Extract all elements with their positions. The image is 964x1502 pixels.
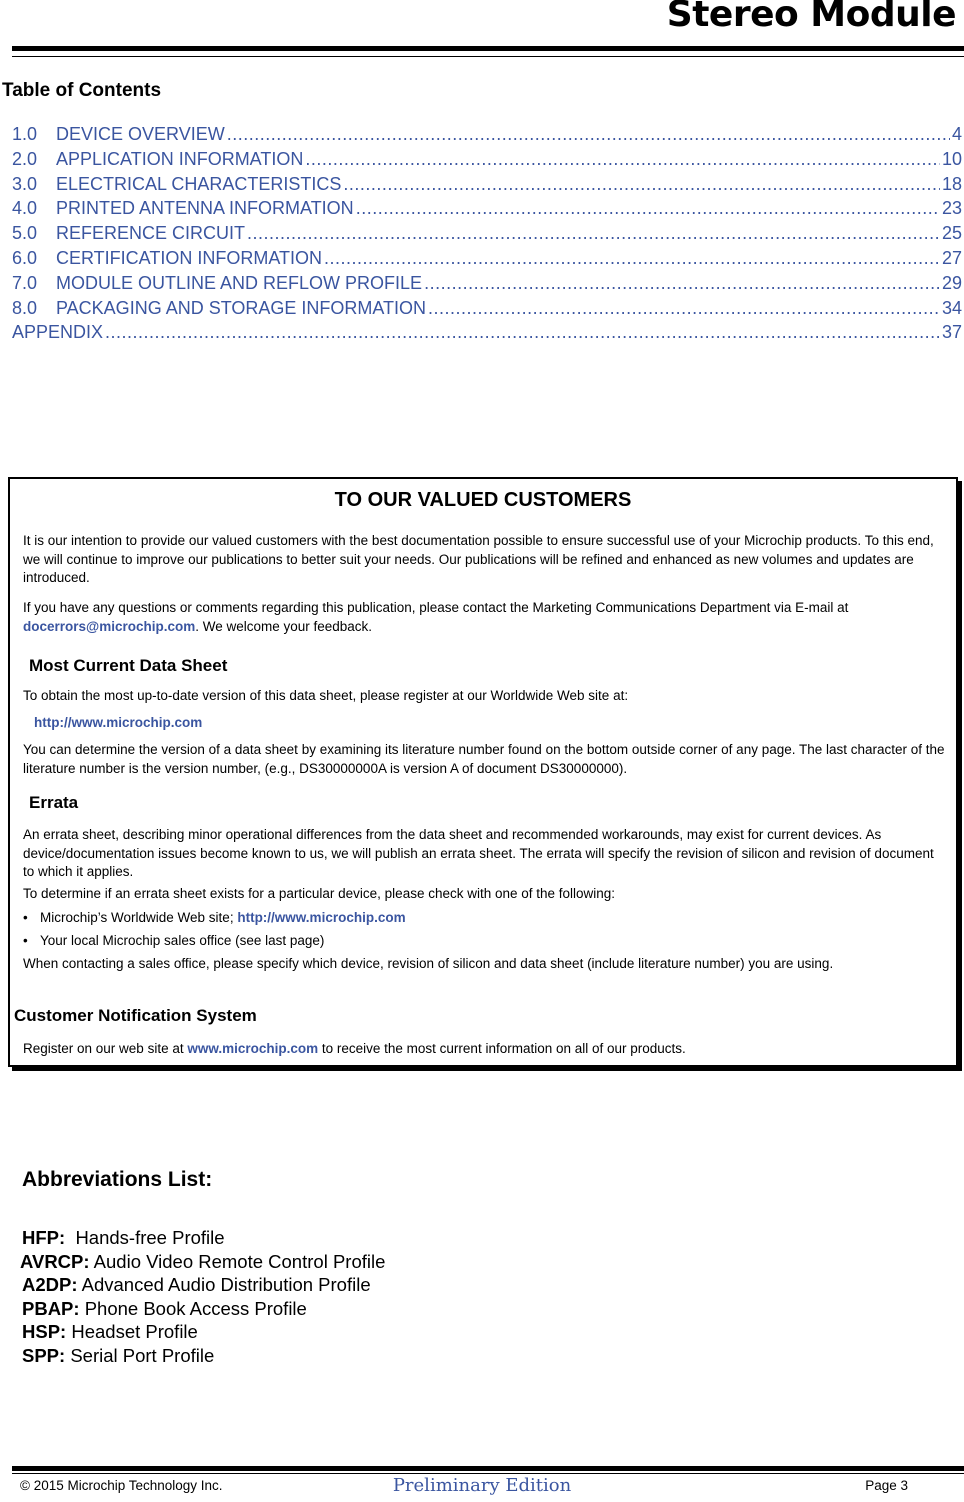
abbreviation-value: Headset Profile bbox=[66, 1321, 198, 1343]
list-item bbox=[22, 1320, 385, 1344]
abbreviation-key: HSP: bbox=[22, 1321, 67, 1343]
toc-entry-title[interactable]: REFERENCE CIRCUIT bbox=[56, 223, 246, 244]
toc-entry-number: 7.0 bbox=[12, 272, 38, 293]
toc-entry-number: 3.0 bbox=[12, 173, 38, 194]
errata-check-paragraph: To determine if an errata sheet exists for a particular device, please check with one of the following: bbox=[23, 886, 616, 901]
toc-leader-dots bbox=[105, 322, 940, 343]
toc-entry-page[interactable]: 18 bbox=[941, 173, 962, 194]
toc-entry-title[interactable]: ELECTRICAL CHARACTERISTICS bbox=[56, 173, 342, 194]
toc-entry-number: 6.0 bbox=[12, 247, 38, 268]
toc-entry-page[interactable]: 25 bbox=[941, 223, 962, 244]
notice-title: TO OUR VALUED CUSTOMERS bbox=[334, 489, 632, 511]
abbreviation-value: Serial Port Profile bbox=[65, 1344, 215, 1366]
toc-leader-dots bbox=[324, 248, 940, 269]
toc-entry-number: 2.0 bbox=[12, 148, 38, 169]
footer-copyright: © 2015 Microchip Technology Inc. bbox=[20, 1478, 223, 1493]
toc-entry-page[interactable]: 27 bbox=[941, 247, 962, 268]
toc-leader-dots bbox=[428, 298, 940, 319]
microchip-url-link[interactable]: http://www.microchip.com bbox=[34, 715, 203, 730]
toc-entry-title[interactable]: DEVICE OVERVIEW bbox=[56, 124, 225, 144]
toc-leader-dots bbox=[305, 149, 940, 170]
footer-rule-thin bbox=[12, 1473, 964, 1474]
cns-text: Register on our web site at bbox=[23, 1041, 188, 1056]
document-title: Stereo Module bbox=[666, 0, 956, 35]
microchip-url-link[interactable]: http://www.microchip.com bbox=[237, 910, 406, 925]
list-item: • Your local Microchip sales office (see last page) bbox=[23, 933, 325, 948]
footer-rule-thick bbox=[12, 1466, 964, 1471]
toc-entry[interactable] bbox=[12, 273, 962, 298]
abbreviations-list bbox=[22, 1226, 385, 1368]
toc-entry-number: 5.0 bbox=[12, 223, 38, 244]
current-url bbox=[34, 714, 949, 733]
cns-text-end: to receive the most current information on all of our products. bbox=[318, 1041, 686, 1056]
abbreviation-value: Hands-free Profile bbox=[65, 1227, 225, 1248]
header-rule-thin bbox=[12, 56, 964, 57]
toc-entry-page[interactable]: 10 bbox=[941, 148, 962, 169]
bullet-text: Microchip’s Worldwide Web site; bbox=[40, 910, 238, 925]
list-item: • Microchip’s Worldwide Web site; http://www.microchip.com bbox=[23, 910, 406, 925]
toc-leader-dots bbox=[343, 174, 940, 195]
footer-page-number: Page 3 bbox=[865, 1478, 908, 1493]
toc-leader-dots bbox=[424, 273, 940, 294]
intro-paragraph: It is our intention to provide our valued customers with the best documentation possible to ensure successful use of your Microchip products. To this end, we will continue to improve our publications to better suit your needs. Our publications will be refined and enhanced as new volumes and updates are introduced. bbox=[23, 533, 934, 585]
customer-notice-box bbox=[8, 477, 958, 1067]
toc-entry[interactable] bbox=[12, 298, 962, 323]
toc-entry[interactable] bbox=[12, 174, 962, 199]
toc-entry-title[interactable]: APPENDIX bbox=[12, 322, 104, 343]
toc-leader-dots bbox=[227, 124, 950, 145]
bullet-text: Your local Microchip sales office (see last page) bbox=[40, 933, 325, 948]
toc-leader-dots bbox=[356, 198, 940, 219]
current-paragraph: To obtain the most up-to-date version of this data sheet, please register at our Worldwide Web site at: bbox=[23, 688, 629, 703]
abbreviation-value: Audio Video Remote Control Profile bbox=[89, 1250, 386, 1272]
feedback-text: If you have any questions or comments regarding this publication, please contact the Marketing Communications Department via E-mail at bbox=[23, 600, 849, 615]
abbreviation-value: Phone Book Access Profile bbox=[79, 1297, 307, 1319]
toc-entry[interactable] bbox=[12, 149, 962, 174]
abbreviation-key: SPP: bbox=[22, 1344, 66, 1366]
toc-entry[interactable] bbox=[12, 223, 962, 248]
toc-entry[interactable] bbox=[12, 322, 962, 347]
toc-entry-page[interactable]: 37 bbox=[941, 322, 962, 343]
abbreviations-heading: Abbreviations List: bbox=[22, 1168, 213, 1191]
sales-office-paragraph: When contacting a sales office, please specify which device, revision of silicon and data sheet (include literature number) you are using. bbox=[23, 956, 834, 971]
abbreviation-key: AVRCP: bbox=[20, 1250, 90, 1272]
abbreviation-key: A2DP: bbox=[22, 1274, 78, 1296]
microchip-www-link[interactable]: www.microchip.com bbox=[187, 1041, 319, 1056]
toc-entry[interactable] bbox=[12, 198, 962, 223]
cns-paragraph bbox=[23, 1040, 938, 1059]
toc-leader-dots bbox=[247, 223, 940, 244]
header-rule-thick bbox=[12, 46, 964, 51]
list-item bbox=[22, 1297, 385, 1321]
list-item bbox=[20, 1250, 385, 1274]
abbreviation-key: PBAP: bbox=[22, 1297, 80, 1319]
feedback-text-end: . We welcome your feedback. bbox=[195, 618, 373, 634]
toc-entry-number: 4.0 bbox=[12, 198, 38, 219]
toc-heading: Table of Contents bbox=[2, 80, 162, 101]
toc-entry-title[interactable]: PRINTED ANTENNA INFORMATION bbox=[56, 198, 354, 219]
toc-entry-page[interactable]: 34 bbox=[941, 297, 962, 318]
toc-entry-number: 8.0 bbox=[12, 297, 38, 318]
abbreviation-value: Advanced Audio Distribution Profile bbox=[77, 1274, 371, 1296]
most-current-heading: Most Current Data Sheet bbox=[29, 656, 228, 675]
list-item bbox=[22, 1344, 385, 1368]
toc-entry-title[interactable]: MODULE OUTLINE AND REFLOW PROFILE bbox=[56, 272, 423, 293]
errata-paragraph: An errata sheet, describing minor operational differences from the data sheet and recommended workarounds, may exist for current devices. As device/documentation issues become known to us, we will publish an errata sheet. The errata will specify the revision of silicon and revision of document to which it applies. bbox=[23, 827, 934, 879]
toc-entry-title[interactable]: CERTIFICATION INFORMATION bbox=[56, 247, 322, 268]
list-item bbox=[22, 1226, 385, 1250]
abbreviation-key: HFP: bbox=[22, 1227, 66, 1248]
toc-entry[interactable] bbox=[12, 248, 962, 273]
footer-edition: Preliminary Edition bbox=[392, 1475, 572, 1496]
toc-entry-number: 1.0 bbox=[12, 124, 38, 144]
toc-entry-page[interactable]: 29 bbox=[941, 272, 962, 293]
docerrors-email-link[interactable]: docerrors@microchip.com bbox=[23, 618, 196, 634]
toc-entry[interactable] bbox=[12, 124, 962, 149]
errata-heading: Errata bbox=[29, 793, 79, 812]
toc-entry-page[interactable]: 4 bbox=[951, 124, 962, 144]
version-paragraph: You can determine the version of a data sheet by examining its literature number found on the bottom outside corner of any page. The last character of the literature number is the version number, (e.g., DS30000000A is version A of document DS30000000). bbox=[23, 742, 945, 776]
toc-entry-title[interactable]: PACKAGING AND STORAGE INFORMATION bbox=[56, 297, 427, 318]
table-of-contents bbox=[12, 124, 962, 347]
cns-heading: Customer Notification System bbox=[14, 1006, 257, 1025]
toc-entry-page[interactable]: 23 bbox=[941, 198, 962, 219]
toc-entry-title[interactable]: APPLICATION INFORMATION bbox=[56, 148, 304, 169]
list-item bbox=[22, 1273, 385, 1297]
feedback-paragraph bbox=[23, 599, 938, 636]
